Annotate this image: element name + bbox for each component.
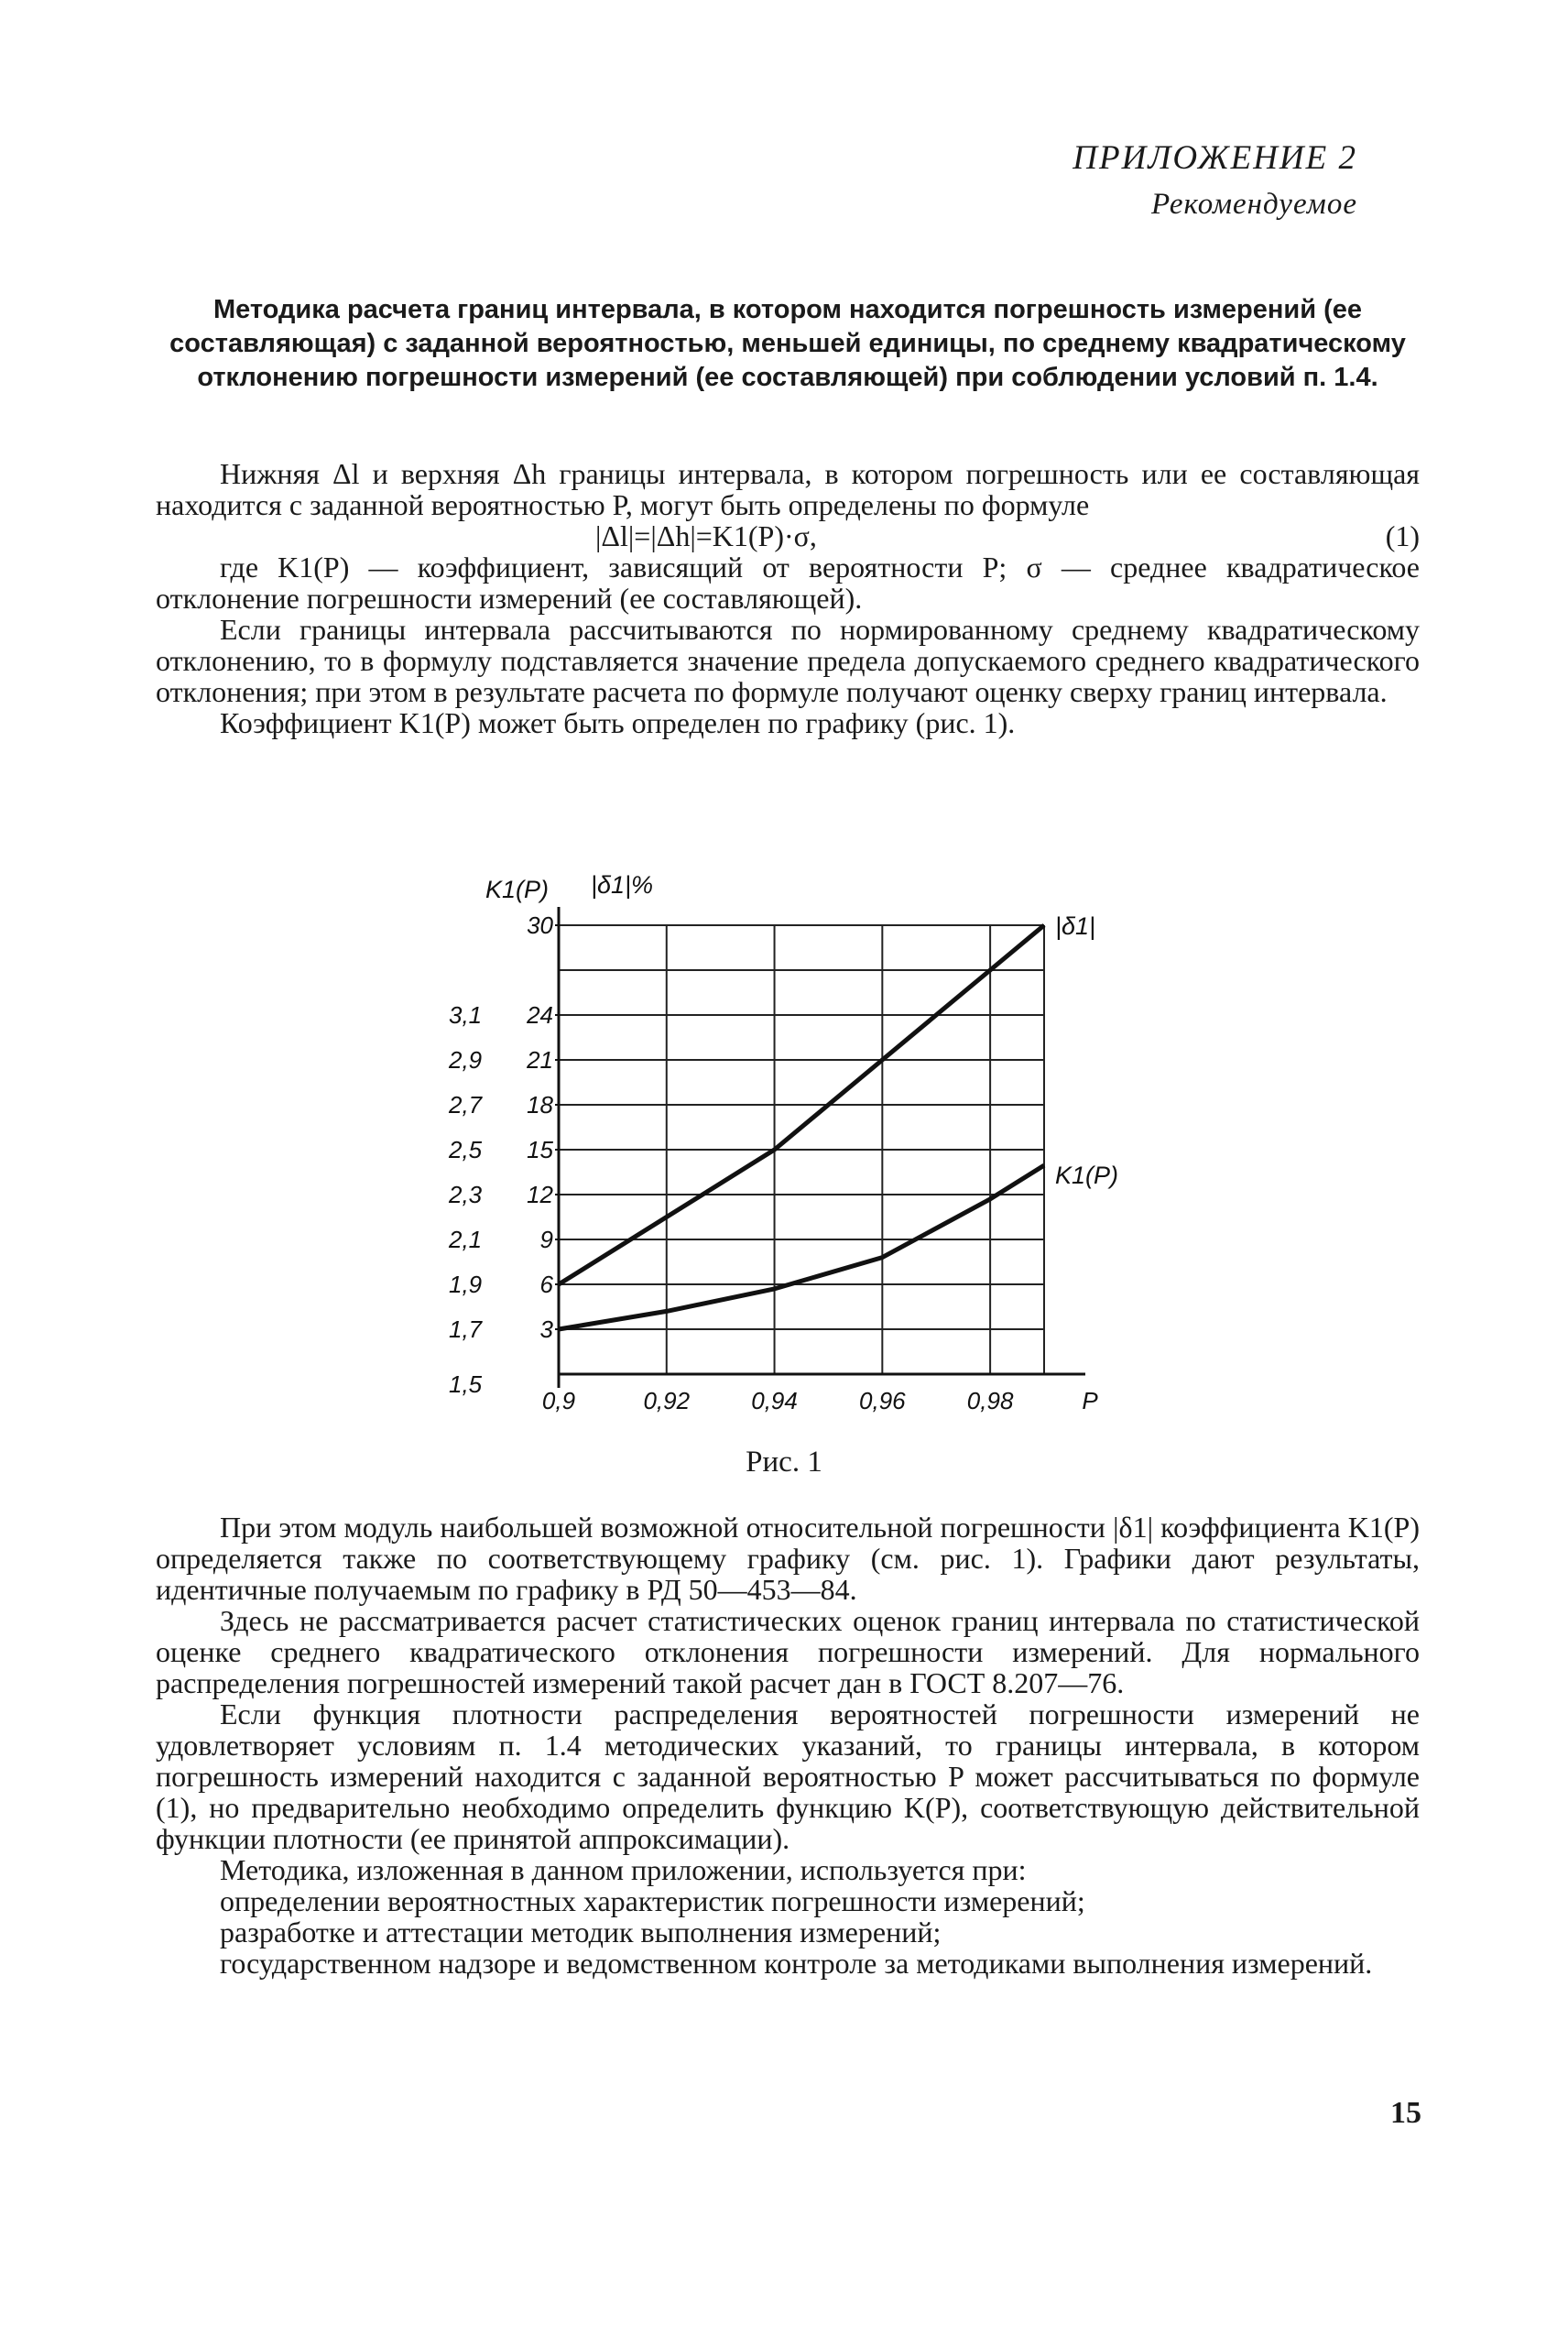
- appendix-subtitle: Рекомендуемое: [1150, 188, 1357, 221]
- intro-block: [156, 458, 1420, 738]
- left-tick-label: 1,5: [449, 1370, 483, 1398]
- paragraph-7: Если функция плотности распределения вероятностей погрешности измерений не удовлетворяет условиям п. 1.4 методических указаний, то границы интервала, в котором погрешность измерений находится с заданной вероятностью P может рассчитываться по формуле (1), но предварительно необходимо определить функцию K(P), соответствующую действительной функции плотности (ее принятой аппроксимации).: [156, 1697, 1420, 1855]
- left-tick-label: 2,7: [449, 1091, 483, 1119]
- paragraph-5: При этом модуль наибольшей возможной относительной погрешности |δ1| коэффициента K1(P) определяется также по соответствующему графику (см. рис. 1). Графики дают результаты, идентичные получаемым по графику в РД 50—453—84.: [156, 1511, 1420, 1606]
- figure-1-chart: [440, 861, 1136, 1447]
- right-axis-label: |δ1|%: [591, 871, 654, 899]
- series-line: [559, 1165, 1044, 1329]
- paragraph-2: где K1(P) — коэффициент, зависящий от вероятности P; σ — среднее квадратическое отклонение погрешности измерений (ее составляющей).: [156, 551, 1420, 615]
- paragraph-4: Коэффициент K1(P) может быть определен по графику (рис. 1).: [220, 706, 1016, 739]
- right-tick-label: 24: [527, 1001, 553, 1029]
- right-tick-label: 30: [527, 911, 553, 939]
- left-tick-label: 2,1: [449, 1226, 483, 1253]
- x-tick-label: 0,98: [966, 1387, 1014, 1414]
- right-tick-label: 3: [539, 1315, 553, 1343]
- list-item: определении вероятностных характеристик погрешности измерений;: [220, 1884, 1085, 1917]
- formula-number: (1): [1385, 519, 1420, 552]
- left-tick-label: 1,9: [449, 1271, 483, 1298]
- list-item: государственном надзоре и ведомственном контроле за методиками выполнения измерений.: [220, 1947, 1373, 1980]
- paragraph-3: Если границы интервала рассчитываются по нормированному среднему квадратическому отклонению, то в формулу подставляется значение предела допускаемого среднего квадратического отклонения; при этом в результате расчета по формуле получают оценку сверху границ интервала.: [156, 613, 1420, 708]
- appendix-title: ПРИЛОЖЕНИЕ 2: [1073, 139, 1357, 177]
- paragraph-6: Здесь не рассматривается расчет статистических оценок границ интервала по статистической оценке среднего квадратического отклонения погрешности измерений. Для нормального распределения погрешностей измерений такой расчет дан в ГОСТ 8.207—76.: [156, 1604, 1420, 1699]
- right-tick-label: 12: [527, 1181, 553, 1208]
- x-tick-label: 0,9: [541, 1387, 576, 1414]
- series-label: K1(P): [1055, 1162, 1119, 1190]
- right-tick-label: 15: [527, 1136, 553, 1163]
- right-tick-label: 21: [527, 1046, 553, 1074]
- left-tick-label: 3,1: [449, 1001, 483, 1029]
- left-tick-label: 1,7: [449, 1315, 483, 1343]
- x-tick-label: 0,92: [643, 1387, 691, 1414]
- paragraph-8: Методика, изложенная в данном приложении, используется при:: [220, 1853, 1027, 1886]
- right-tick-label: 9: [539, 1226, 553, 1253]
- formula: |Δl|=|Δh|=K1(P)·σ,: [595, 519, 817, 552]
- right-tick-label: 18: [527, 1091, 553, 1119]
- x-tick-label: 0,94: [751, 1387, 798, 1414]
- left-axis-label: K1(P): [485, 876, 550, 903]
- left-tick-label: 2,3: [449, 1181, 483, 1208]
- section-heading: Методика расчета границ интервала, в котором находится погрешность измерений (ее составляющая) с заданной вероятностью, меньшей единицы, по среднему квадратическому отклонению погрешности измерений (ее составляющей) при соблюдении условий п. 1.4.: [169, 295, 1406, 392]
- formula-line: [156, 520, 1420, 551]
- left-tick-label: 2,5: [449, 1136, 483, 1163]
- left-tick-label: 2,9: [449, 1046, 483, 1074]
- series-label: |δ1|: [1055, 912, 1096, 940]
- list-item: разработке и аттестации методик выполнения измерений;: [220, 1916, 942, 1948]
- right-tick-label: 6: [539, 1271, 553, 1298]
- paragraph-1: Нижняя Δl и верхняя Δh границы интервала, в котором погрешность или ее составляющая находится с заданной вероятностью P, могут быть определены по формуле: [156, 457, 1420, 521]
- body-block: [156, 1512, 1420, 1979]
- x-axis-label: P: [1082, 1387, 1098, 1414]
- page-number: 15: [1390, 2096, 1421, 2130]
- figure-caption: Рис. 1: [746, 1446, 822, 1479]
- x-tick-label: 0,96: [859, 1387, 906, 1414]
- appendix-header: [1073, 136, 1357, 227]
